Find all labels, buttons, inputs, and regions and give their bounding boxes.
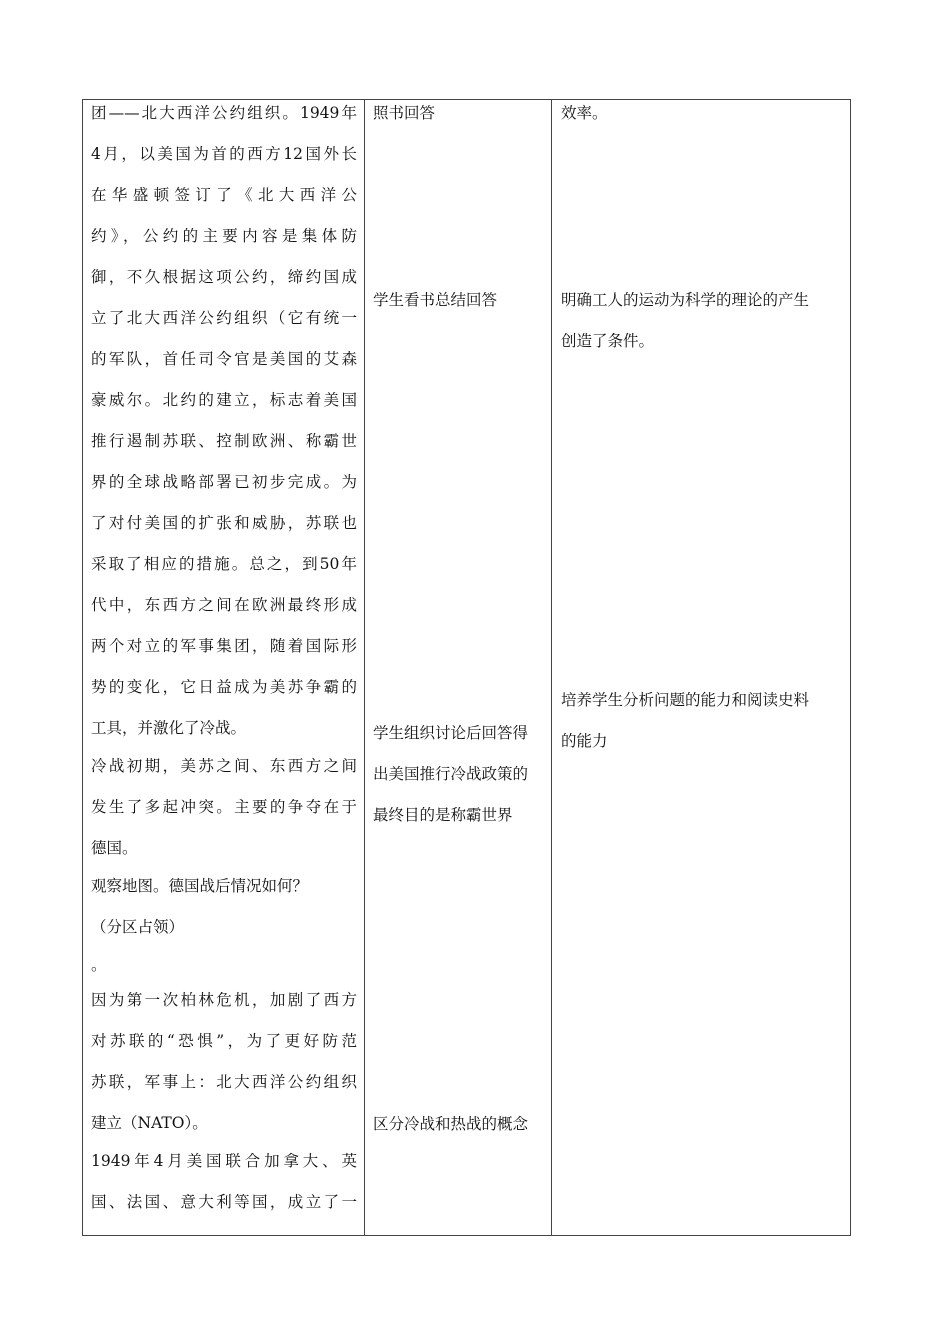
text-line: 学生组织讨论后回答得 xyxy=(373,724,529,742)
lesson-plan-table xyxy=(82,99,851,1236)
text-line: 照书回答 xyxy=(373,104,436,122)
text-line: 豪威尔。北约的建立，标志着美国 xyxy=(91,391,357,409)
text-line: 创造了条件。 xyxy=(561,332,655,350)
text-line: 学生看书总结回答 xyxy=(373,291,498,309)
text-line: 对苏联的“恐惧”，为了更好防范 xyxy=(91,1032,357,1050)
text-line: 苏联，军事上：北大西洋公约组织 xyxy=(91,1073,357,1091)
text-line: 4月，以美国为首的西方12国外长 xyxy=(91,145,357,163)
text-line: 1949年4月美国联合加拿大、英 xyxy=(91,1152,357,1170)
text-line: 两个对立的军事集团，随着国际形 xyxy=(91,637,357,655)
column-divider-1 xyxy=(364,100,365,1235)
text-line: 了对付美国的扩张和威胁，苏联也 xyxy=(91,514,357,532)
teacher-activity-column xyxy=(91,100,357,1235)
text-line: 代中，东西方之间在欧洲最终形成 xyxy=(91,596,357,614)
column-divider-2 xyxy=(551,100,552,1235)
text-line: （分区占领） xyxy=(91,918,185,936)
text-line: 效率。 xyxy=(561,104,608,122)
text-line: 的能力 xyxy=(561,732,608,750)
text-line: 采取了相应的措施。总之，到50年 xyxy=(91,555,357,573)
text-line: 建立（NATO）。 xyxy=(91,1114,208,1132)
text-line: 国、法国、意大利等国，成立了一 xyxy=(91,1193,357,1211)
text-line: 因为第一次柏林危机，加剧了西方 xyxy=(91,991,357,1009)
text-line: 御，不久根据这项公约，缔约国成 xyxy=(91,268,357,286)
text-line: 最终目的是称霸世界 xyxy=(373,806,513,824)
text-line: 约》，公约的主要内容是集体防 xyxy=(91,227,357,245)
text-line: 势的变化，它日益成为美苏争霸的 xyxy=(91,678,357,696)
text-line: 发生了多起冲突。主要的争夺在于 xyxy=(91,798,357,816)
text-line: 观察地图。德国战后情况如何？ xyxy=(91,877,309,895)
text-line: 区分冷战和热战的概念 xyxy=(373,1115,529,1133)
text-line: 团——北大西洋公约组织。1949年 xyxy=(91,104,357,122)
text-line: 培养学生分析问题的能力和阅读史料 xyxy=(561,691,810,709)
text-line: 明确工人的运动为科学的理论的产生 xyxy=(561,291,810,309)
student-activity-column xyxy=(373,100,548,1235)
text-line: 出美国推行冷战政策的 xyxy=(373,765,529,783)
text-line: 立了北大西洋公约组织（它有统一 xyxy=(91,309,357,327)
text-line: 的军队，首任司令官是美国的艾森 xyxy=(91,350,357,368)
text-line: 在华盛顿签订了《北大西洋公 xyxy=(91,186,357,204)
text-line: 界的全球战略部署已初步完成。为 xyxy=(91,473,357,491)
text-line: 工具，并激化了冷战。 xyxy=(91,719,247,737)
text-line: 冷战初期，美苏之间、东西方之间 xyxy=(91,757,357,775)
text-line: 德国。 xyxy=(91,839,138,857)
text-line: 推行遏制苏联、控制欧洲、称霸世 xyxy=(91,432,357,450)
text-line: 。 xyxy=(91,956,107,974)
design-intent-column xyxy=(561,100,846,1235)
